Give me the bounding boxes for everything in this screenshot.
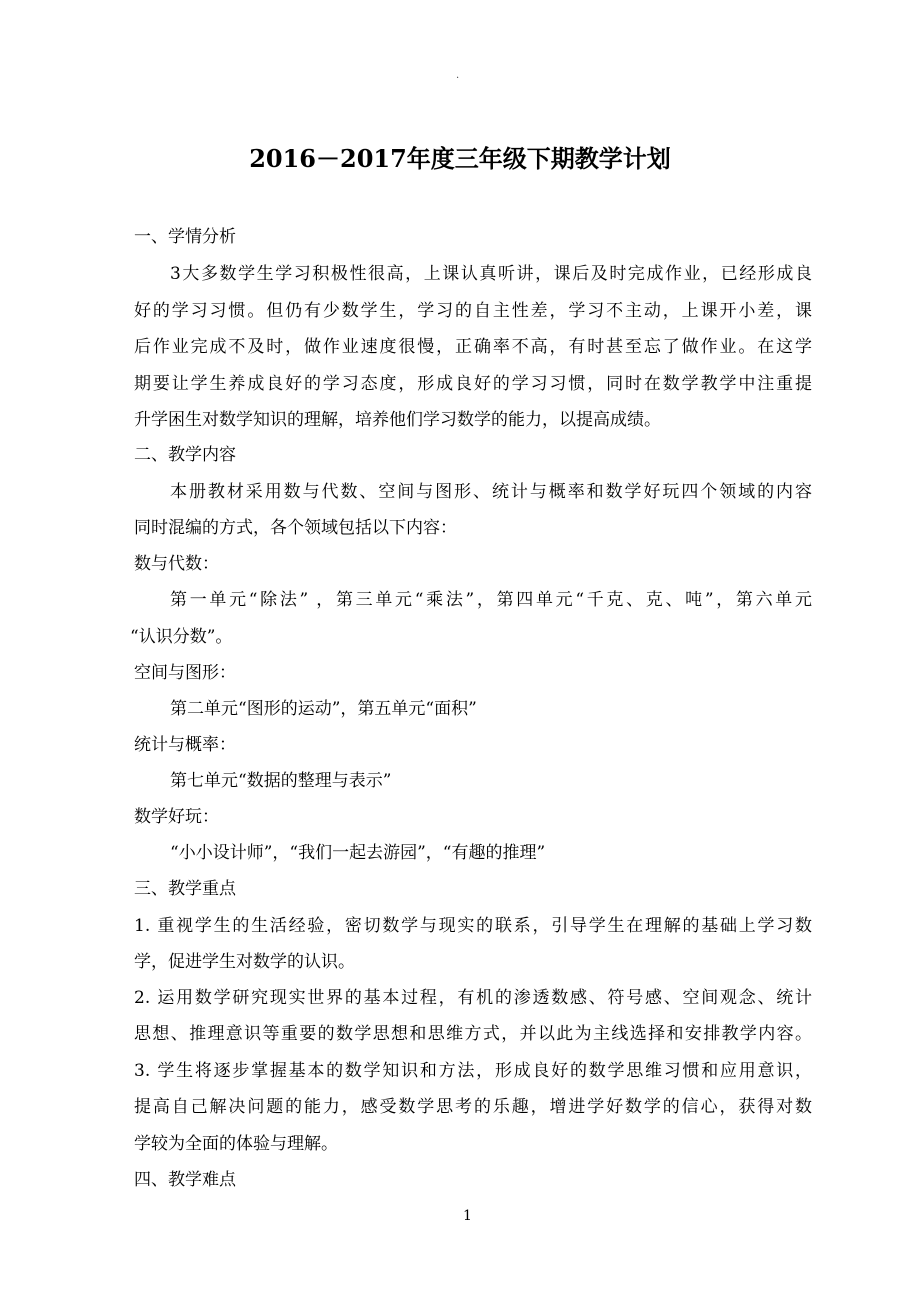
page-number: 1 [463, 1208, 472, 1224]
domain-content-line: “认识分数”。 [130, 627, 233, 647]
domain-label: 数与代数： [134, 554, 219, 574]
domain-content-line: 第二单元“图形的运动”，第五单元“面积” [170, 699, 477, 719]
section-heading-2: 二、教学内容 [134, 445, 236, 465]
section-heading-4: 四、教学难点 [134, 1170, 236, 1190]
paragraph-line: 学较为全面的体验与理解。 [134, 1134, 338, 1154]
domain-label: 空间与图形： [134, 663, 236, 683]
domain-content-line: 第七单元“数据的整理与表示” [170, 771, 392, 791]
page-title: 2016－2017年度三年级下期教学计划 [249, 144, 671, 173]
paragraph-line: 1. 重视学生的生活经验，密切数学与现实的联系，引导学生在理解的基础上学习数 [134, 916, 812, 936]
domain-content-line: “小小设计师”，“我们一起去游园”，“有趣的推理” [170, 843, 546, 863]
paragraph-line: 2. 运用数学研究现实世界的基本过程，有机的渗透数感、符号感、空间观念、统计 [134, 988, 812, 1008]
paragraph-line: 学，促进学生对数学的认识。 [134, 952, 355, 972]
paragraph-line: 本册教材采用数与代数、空间与图形、统计与概率和数学好玩四个领域的内容 [170, 482, 812, 502]
section-heading-3: 三、教学重点 [134, 879, 236, 899]
paragraph-line: 3大多数学生学习积极性很高，上课认真听讲，课后及时完成作业，已经形成良 [170, 264, 812, 284]
paragraph-line: 提高自己解决问题的能力，感受数学思考的乐趣，增进学好数学的信心，获得对数 [134, 1097, 812, 1117]
paragraph-line: 同时混编的方式，各个领域包括以下内容： [134, 518, 457, 538]
header-mark: . [456, 70, 460, 81]
paragraph-line: 期要让学生养成良好的学习态度，形成良好的学习习惯，同时在数学教学中注重提 [134, 374, 812, 394]
domain-label: 统计与概率： [134, 735, 236, 755]
domain-content-line: 第一单元“除法” ，第三单元“乘法”，第四单元“千克、克、吨”，第六单元 [170, 590, 812, 610]
paragraph-line: 3. 学生将逐步掌握基本的数学知识和方法，形成良好的数学思维习惯和应用意识， [134, 1061, 812, 1081]
domain-label: 数学好玩： [134, 807, 219, 827]
section-heading-1: 一、学情分析 [134, 227, 236, 247]
paragraph-line: 升学困生对数学知识的理解，培养他们学习数学的能力，以提高成绩。 [134, 410, 661, 430]
paragraph-line: 好的学习习惯。但仍有少数学生，学习的自主性差，学习不主动，上课开小差，课 [134, 301, 812, 321]
paragraph-line: 后作业完成不及时，做作业速度很慢，正确率不高，有时甚至忘了做作业。在这学 [134, 337, 812, 357]
paragraph-line: 思想、推理意识等重要的数学思想和思维方式，并以此为主线选择和安排教学内容。 [134, 1024, 812, 1044]
